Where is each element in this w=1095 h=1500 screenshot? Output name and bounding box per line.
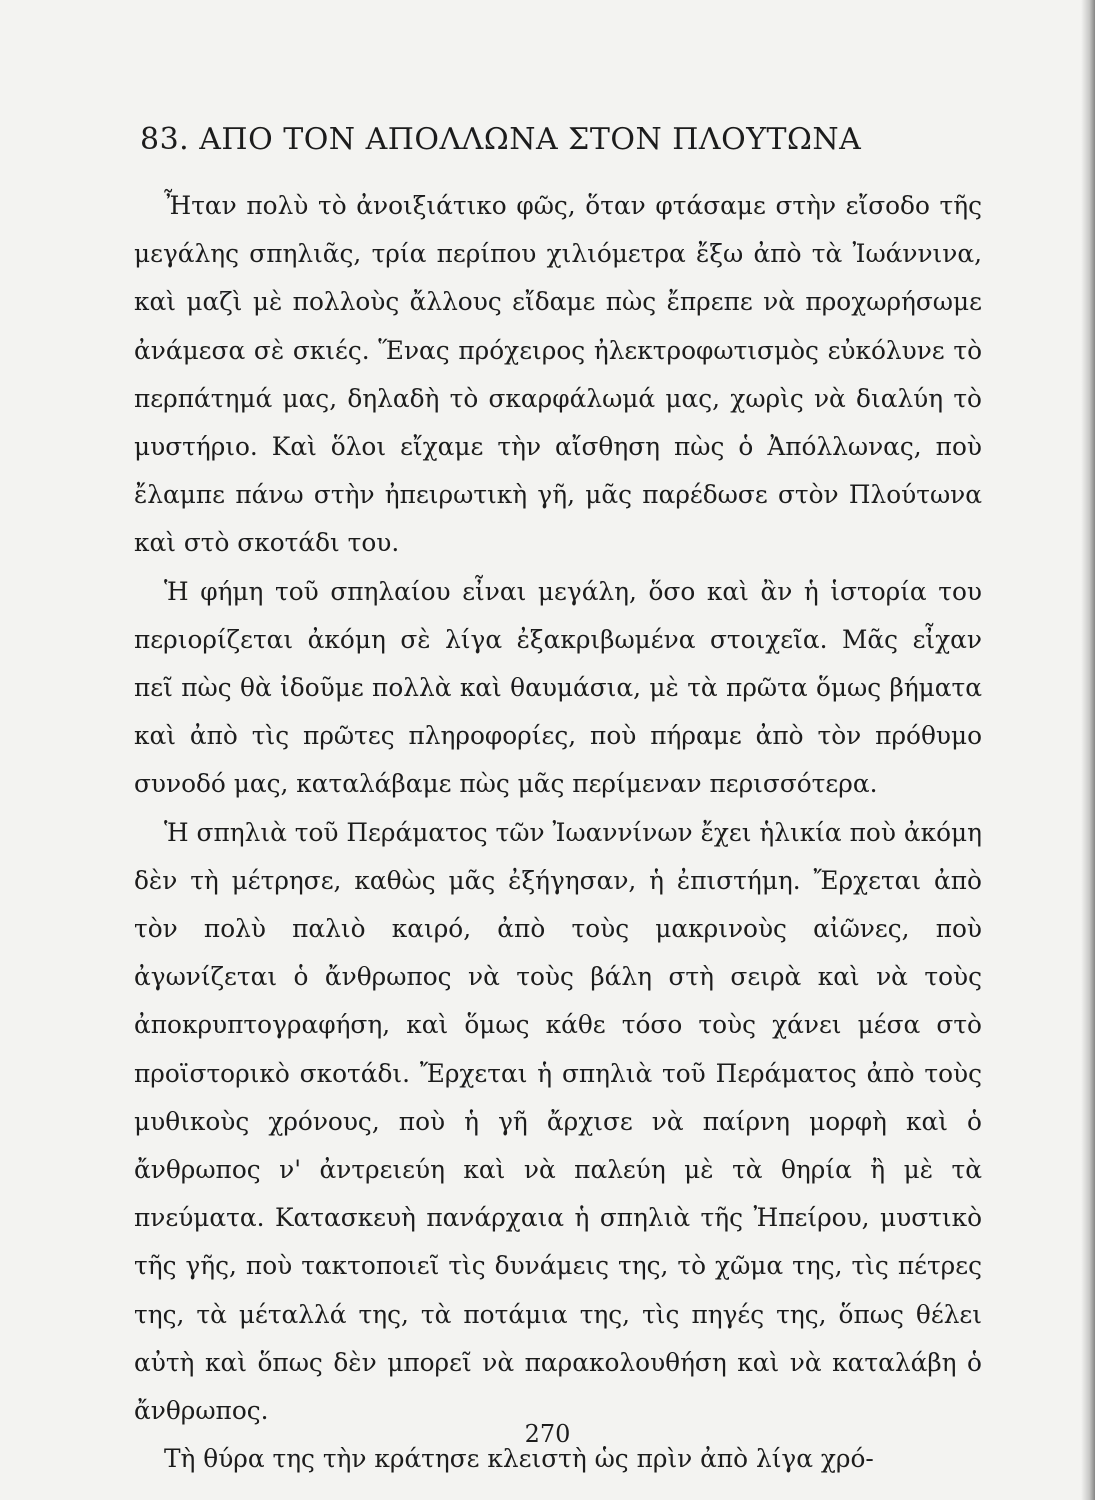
chapter-heading: 83. ΑΠΟ ΤΟΝ ΑΠΟΛΛΩΝΑ ΣΤΟΝ ΠΛΟΥΤΩΝΑ [140,122,862,157]
paragraph-4: Τὴ θύρα της τὴν κράτησε κλειστὴ ὡς πρὶν ἀπὸ λίγα χρό- [164,1444,874,1474]
paragraph-3: Ἡ σπηλιὰ τοῦ Περάματος τῶν Ἰωαννίνων ἔχει ἡλικία ποὺ ἀκόμη δὲν τὴ μέτρησε, καθὼς μᾶς ἐξήγησαν, ἡ ἐπιστήμη. Ἔρχεται ἀπὸ τὸν πολὺ παλιὸ καιρό, ἀπὸ τοὺς μακρινοὺς αἰῶνες, ποὺ ἀγωνίζεται ὁ ἄνθρωπος νὰ τοὺς βάλη στὴ σειρὰ καὶ νὰ τοὺς ἀποκρυπτογραφήση, καὶ ὅμως κάθε τόσο τοὺς χάνει μέσα στὸ προϊστορικὸ σκοτάδι. Ἔρχεται ἡ σπηλιὰ τοῦ Περάματος ἀπὸ τοὺς μυθικοὺς χρόνους, ποὺ ἡ γῆ ἄρχισε νὰ παίρνη μορφὴ καὶ ὁ ἄνθρωπος ν' ἀντρειεύη καὶ νὰ παλεύη μὲ τὰ θηρία ἢ μὲ τὰ πνεύματα. Κατασκευὴ πανάρχαια ἡ σπηλιὰ τῆς Ἠπείρου, μυστικὸ τῆς γῆς, ποὺ τακτοποιεῖ τὶς δυνάμεις της, τὸ χῶμα της, τὶς πέτρες της, τὰ μέταλλά της, τὰ ποτάμια της, τὶς πηγές της, ὅπως θέλει αὐτὴ καὶ ὅπως δὲν μπορεῖ νὰ παρακολουθήση καὶ νὰ καταλάβη ὁ ἄνθρωπος. [134,817,982,1426]
paragraph-2: Ἡ φήμη τοῦ σπηλαίου εἶναι μεγάλη, ὅσο καὶ ἂν ἡ ἱστορία του περιορίζεται ἀκόμη σὲ λίγα ἐξακριβωμένα στοιχεῖα. Μᾶς εἶχαν πεῖ πὼς θὰ ἰδοῦμε πολλὰ καὶ θαυμάσια, μὲ τὰ πρῶτα ὅμως βήματα καὶ ἀπὸ τὶς πρῶτες πληροφορίες, ποὺ πήραμε ἀπὸ τὸν πρόθυμο συνοδό μας, καταλάβαμε πὼς μᾶς περίμεναν περισσότερα. [134,576,982,799]
page-content [134,112,982,1483]
paragraph-1: Ἦταν πολὺ τὸ ἀνοιξιάτικο φῶς, ὅταν φτάσαμε στὴν εἴσοδο τῆς μεγάλης σπηλιᾶς, τρία περίπου χιλιόμετρα ἔξω ἀπὸ τὰ Ἰωάννινα, καὶ μαζὶ μὲ πολλοὺς ἄλλους εἴδαμε πὼς ἔπρεπε νὰ προχωρήσωμε ἀνάμεσα σὲ σκιές. Ἕνας πρόχειρος ἠλεκτροφωτισμὸς εὐκόλυνε τὸ περπάτημά μας, δηλαδὴ τὸ σκαρφάλωμά μας, χωρὶς νὰ διαλύη τὸ μυστήριο. Καὶ ὅλοι εἴχαμε τὴν αἴσθηση πὼς ὁ Ἀπόλλωνας, ποὺ ἔλαμπε πάνω στὴν ἠπειρωτικὴ γῆ, μᾶς παρέδωσε στὸν Πλούτωνα καὶ στὸ σκοτάδι του. [134,191,982,558]
page-number: 270 [524,1420,571,1448]
page-edge-shadow [1081,0,1095,1500]
